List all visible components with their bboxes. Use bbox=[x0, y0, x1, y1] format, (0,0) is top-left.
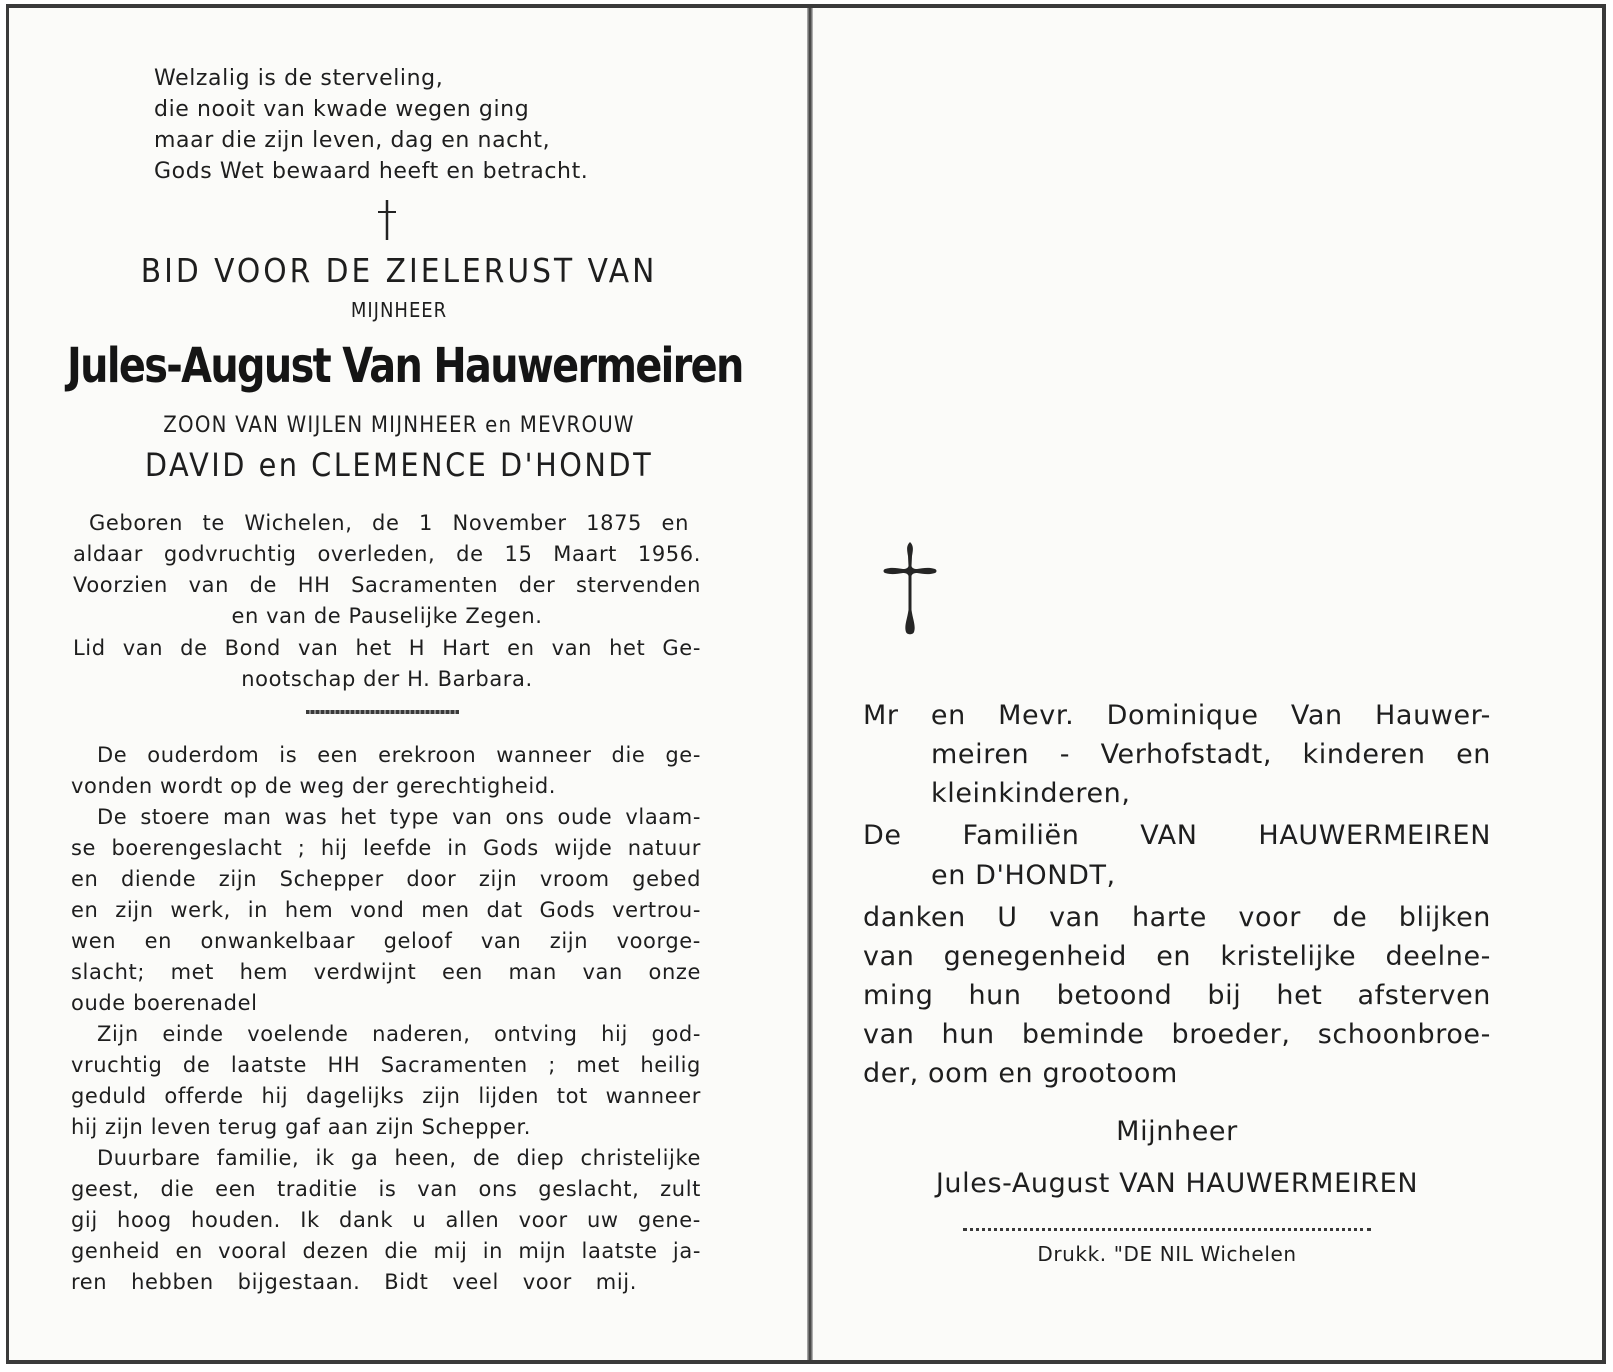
bio-line-5: Lid van de Bond van het H Hart en van het Ge- bbox=[73, 636, 701, 660]
text-line-8: slacht; met hem verdwijnt een man van onze bbox=[71, 960, 701, 984]
divider bbox=[306, 710, 459, 714]
cross-icon bbox=[376, 198, 398, 242]
thanks-line-1: Mr en Mevr. Dominique Van Hauwer- bbox=[863, 700, 1491, 731]
text-line-4: se boerengeslacht ; hij leefde in Gods wijde natuur bbox=[71, 836, 701, 860]
right-panel bbox=[813, 8, 1603, 1360]
thanks-line-5: en D'HONDT, bbox=[931, 860, 1116, 891]
bio-line-3: Voorzien van de HH Sacramenten der stervenden bbox=[73, 573, 701, 597]
thanks-line-7: van genegenheid en kristelijke deelne- bbox=[863, 941, 1491, 972]
text-line-5: en diende zijn Schepper door zijn vroom gebed bbox=[71, 867, 701, 891]
parents-names: DAVID en CLEMENCE D'HONDT bbox=[144, 446, 654, 484]
memorial-card bbox=[6, 4, 1606, 1364]
thanks-line-6: danken U van harte voor de blijken bbox=[863, 902, 1491, 933]
bio-line-1: Geboren te Wichelen, de 1 November 1875 en bbox=[89, 511, 689, 535]
thanks-line-2: meiren - Verhofstadt, kinderen en bbox=[931, 739, 1491, 770]
text-line-10: Zijn einde voelende naderen, ontving hij god- bbox=[97, 1022, 701, 1046]
thanks-line-10: der, oom en grootoom bbox=[863, 1058, 1178, 1089]
text-line-2: vonden wordt op de weg der gerechtigheid. bbox=[71, 774, 557, 798]
bio-line-2: aldaar godvruchtig overleden, de 15 Maart 1956. bbox=[73, 542, 701, 566]
cross-icon bbox=[881, 540, 939, 638]
text-line-3: De stoere man was het type van ons oude vlaam- bbox=[97, 805, 701, 829]
dotted-divider bbox=[963, 1228, 1371, 1231]
text-line-7: wen en onwankelbaar geloof van zijn voorge- bbox=[71, 929, 701, 953]
closing-title: Mijnheer bbox=[1116, 1116, 1238, 1147]
left-panel bbox=[9, 8, 807, 1360]
text-line-9: oude boerenadel bbox=[71, 991, 258, 1015]
closing-name: Jules-August VAN HAUWERMEIREN bbox=[935, 1168, 1419, 1199]
poem-line-3: maar die zijn leven, dag en nacht, bbox=[154, 128, 551, 153]
text-line-18: ren hebben bijgestaan. Bidt veel voor mij. bbox=[71, 1270, 637, 1294]
thanks-line-4: De Familiën VAN HAUWERMEIREN bbox=[863, 820, 1491, 851]
poem-line-1: Welzalig is de sterveling, bbox=[154, 66, 444, 91]
prayer-heading: BID VOOR DE ZIELERUST VAN bbox=[140, 251, 658, 290]
text-line-16: gij hoog houden. Ik dank u allen voor uw gene- bbox=[71, 1208, 701, 1232]
text-line-15: geest, die een traditie is van ons geslacht, zult bbox=[71, 1177, 701, 1201]
bio-line-6: nootschap der H. Barbara. bbox=[241, 667, 533, 691]
poem-line-4: Gods Wet bewaard heeft en betracht. bbox=[154, 159, 589, 184]
deceased-name: Jules-August Van Hauwermeiren bbox=[67, 338, 743, 394]
text-line-14: Duurbare familie, ik ga heen, de diep christelijke bbox=[97, 1146, 701, 1170]
text-line-1: De ouderdom is een erekroon wanneer die ge- bbox=[97, 743, 701, 767]
text-line-11: vruchtig de laatste HH Sacramenten ; met heilig bbox=[71, 1053, 701, 1077]
parents-intro: ZOON VAN WIJLEN MIJNHEER en MEVROUW bbox=[163, 413, 635, 438]
text-line-6: en zijn werk, in hem vond men dat Gods vertrou- bbox=[71, 898, 701, 922]
thanks-line-3: kleinkinderen, bbox=[931, 778, 1131, 809]
title-prefix: MIJNHEER bbox=[350, 298, 448, 322]
text-line-12: geduld offerde hij dagelijks zijn lijden tot wanneer bbox=[71, 1084, 701, 1108]
printer-credit: Drukk. "DE NIL Wichelen bbox=[1037, 1242, 1297, 1266]
text-line-13: hij zijn leven terug gaf aan zijn Schepper. bbox=[71, 1115, 532, 1139]
bio-line-4: en van de Pauselijke Zegen. bbox=[231, 604, 543, 628]
poem-line-2: die nooit van kwade wegen ging bbox=[154, 97, 530, 122]
text-line-17: genheid en vooral dezen die mij in mijn laatste ja- bbox=[71, 1239, 701, 1263]
thanks-line-8: ming hun betoond bij het afsterven bbox=[863, 980, 1491, 1011]
thanks-line-9: van hun beminde broeder, schoonbroe- bbox=[863, 1019, 1491, 1050]
